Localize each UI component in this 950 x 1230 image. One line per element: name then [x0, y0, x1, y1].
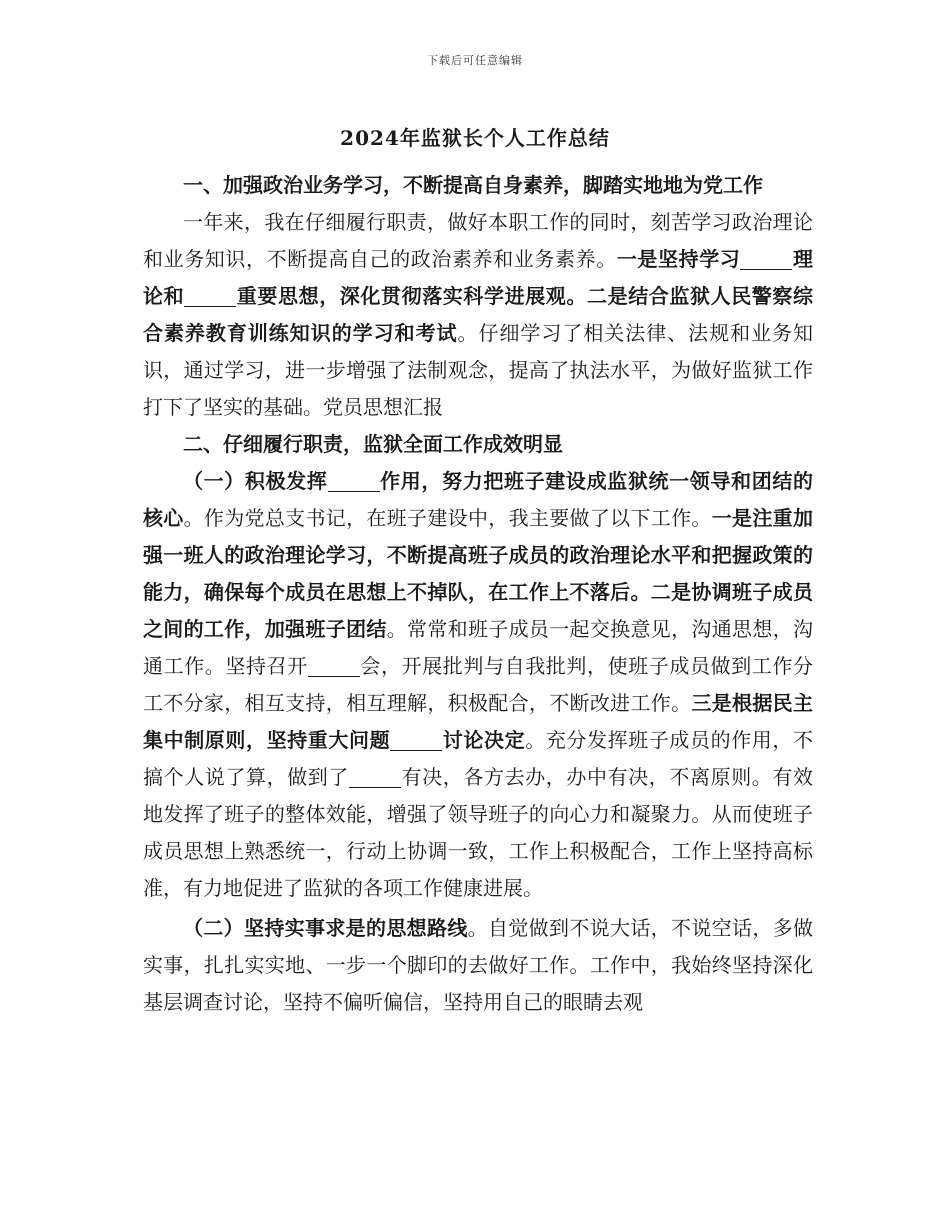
bold-text: 讨论决定 — [442, 728, 526, 752]
section-2-heading: 二、仔细履行职责，监狱全面工作成效明显 — [183, 432, 563, 456]
fill-blank — [308, 656, 360, 677]
paragraph-text: 。充分发挥班子成员的作用，不搞个人说了算，做到了 — [143, 728, 814, 789]
bold-text: （二）坚持实事求是的思想路线 — [183, 916, 468, 940]
bold-text: 作用，努力把班子建设成监狱统一领导和团结的核心 — [143, 469, 813, 530]
paragraph-text: 。仔细学习了相关法律、法规和业务知识，通过学习，进一步增强了法制观念，提高了执法水平，为做好监狱工作打下了坚实的基础。党员思想汇报 — [143, 321, 814, 419]
paragraph-text: 会，开展批判与自我批判，使班子成员做到工作分工不分家，相互支持，相互理解，积极配合，不断改进工作。 — [143, 654, 814, 715]
fill-blank — [328, 471, 380, 492]
bold-text: 理论和 — [143, 247, 814, 308]
fill-blank — [349, 767, 401, 788]
section-2-paragraph-1 — [143, 463, 813, 907]
paragraph-text: 。自觉做到不说大话，不说空话，多做实事，扎扎实实地、一步一个脚印的去做好工作。工作中，我始终坚持深化基层调查讨论，坚持不偏听偏信，坚持用自己的眼睛去观 — [143, 916, 814, 1014]
fill-blank — [184, 286, 236, 307]
page-title: 2024年监狱长个人工作总结 — [340, 126, 610, 150]
bold-text: 三是根据民主集中制原则，坚持重大问题 — [143, 691, 813, 752]
fill-blank — [740, 249, 792, 270]
paragraph-text: 。常常和班子成员一起交换意见，沟通思想，沟通工作。坚持召开 — [143, 617, 813, 678]
bold-text: 重要思想，深化贯彻落实科学进展观。二是结合监狱人民警察综合素养教育训练知识的学习和考试 — [143, 284, 814, 345]
header-note: 下载后可任意编辑 — [427, 54, 523, 67]
section-2-paragraph-2 — [143, 910, 813, 1021]
bold-text: 一是坚持学习 — [616, 247, 741, 271]
bold-text: （一）积极发挥 — [183, 469, 328, 493]
fill-blank — [390, 730, 442, 751]
section-1-heading: 一、加强政治业务学习，不断提高自身素养，脚踏实地地为党工作 — [183, 173, 763, 197]
section-1-paragraph — [143, 204, 813, 426]
bold-text: 一是注重加强一班人的政治理论学习，不断提高班子成员的政治理论水平和把握政策的能力，确保每个成员在思想上不掉队，在工作上不落后。二是协调班子成员之间的工作，加强班子团结 — [143, 506, 813, 641]
paragraph-text: 有决，各方去办，办中有决，不离原则。有效地发挥了班子的整体效能，增强了领导班子的向心力和凝聚力。从而使班子成员思想上熟悉统一，行动上协调一致，工作上积极配合，工作上坚持高标准，有力地促进了监狱的各项工作健康进展。 — [143, 765, 813, 900]
document-body — [143, 167, 813, 1021]
paragraph-text: 。作为党总支书记，在班子建设中，我主要做了以下工作。 — [183, 506, 712, 530]
paragraph-text: 一年来，我在仔细履行职责，做好本职工作的同时，刻苦学习政治理论和业务知识，不断提高自己的政治素养和业务素养。 — [143, 210, 813, 271]
